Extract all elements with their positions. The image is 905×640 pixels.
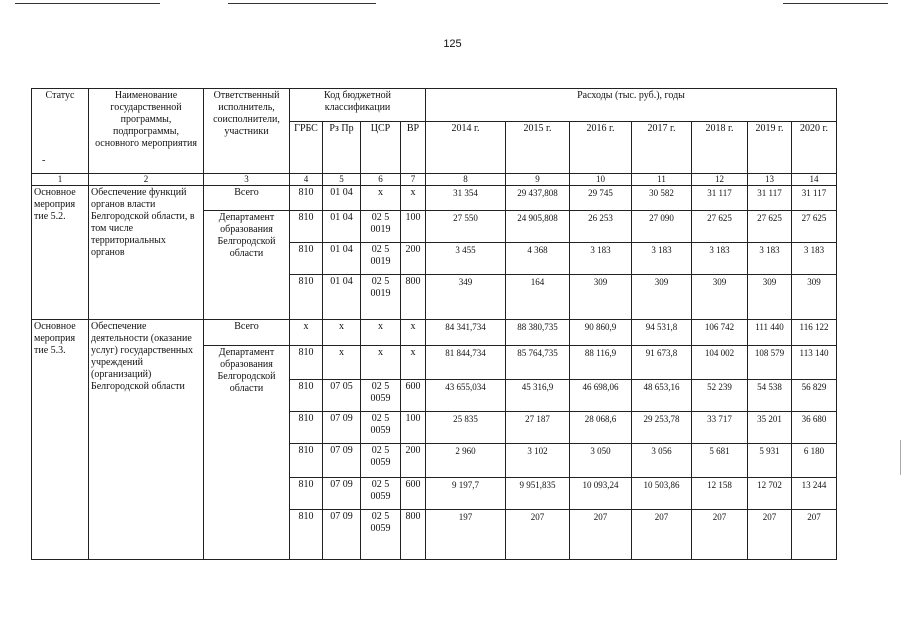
amount-cell: 90 860,9 [570,320,632,346]
amount-cell: 309 [632,275,692,320]
amount-cell: 43 655,034 [426,380,506,412]
csr-cell: 02 5 0059 [361,380,401,412]
header-grbs: ГРБС [290,122,323,174]
header-year-2015: 2015 г. [506,122,570,174]
rzpr-cell: х [323,320,361,346]
rzpr-cell: 07 09 [323,444,361,478]
amount-cell: 29 745 [570,186,632,211]
column-number: 5 [323,174,361,186]
header-dash: - [42,155,46,166]
amount-cell: 2 960 [426,444,506,478]
rzpr-cell: 01 04 [323,186,361,211]
csr-cell: 02 5 0019 [361,211,401,243]
amount-cell: 27 625 [692,211,748,243]
scan-line-1 [15,3,160,4]
grbs-cell: 810 [290,478,323,510]
amount-cell: 3 183 [792,243,837,275]
amount-cell: 111 440 [748,320,792,346]
amount-cell: 207 [748,510,792,560]
amount-cell: 108 579 [748,346,792,380]
rzpr-cell: 01 04 [323,275,361,320]
rzpr-cell: х [323,346,361,380]
rzpr-cell: 01 04 [323,243,361,275]
vr-cell: 100 [401,211,426,243]
scan-line-3 [783,3,888,4]
column-number: 3 [204,174,290,186]
amount-cell: 46 698,06 [570,380,632,412]
rzpr-cell: 07 09 [323,478,361,510]
grbs-cell: 810 [290,510,323,560]
grbs-cell: 810 [290,346,323,380]
amount-cell: 309 [570,275,632,320]
vr-cell: 600 [401,478,426,510]
header-vr: ВР [401,122,426,174]
csr-cell: 02 5 0059 [361,510,401,560]
amount-cell: 54 538 [748,380,792,412]
column-number: 12 [692,174,748,186]
vr-cell: х [401,346,426,380]
vr-cell: 800 [401,275,426,320]
grbs-cell: 810 [290,444,323,478]
header-year-2020: 2020 г. [792,122,837,174]
amount-cell: 35 201 [748,412,792,444]
column-number: 1 [32,174,89,186]
amount-cell: 27 187 [506,412,570,444]
amount-cell: 207 [692,510,748,560]
amount-cell: 3 056 [632,444,692,478]
executor-dept-cell: Департамент образования Белгородской области [204,346,290,560]
amount-cell: 81 844,734 [426,346,506,380]
scan-edge-mark [900,440,901,475]
program-name-cell: Обеспечение деятельности (оказание услуг) государственных учреждений (организаций) Белгородской области [89,320,204,560]
amount-cell: 26 253 [570,211,632,243]
status-cell: Основное мероприя тие 5.2. [32,186,89,320]
column-number: 10 [570,174,632,186]
amount-cell: 56 829 [792,380,837,412]
amount-cell: 207 [792,510,837,560]
amount-cell: 94 531,8 [632,320,692,346]
vr-cell: х [401,320,426,346]
rzpr-cell: 07 09 [323,510,361,560]
amount-cell: 85 764,735 [506,346,570,380]
header-name: Наименование государственной программы, подпрограммы, основного мероприятия [89,89,204,174]
amount-cell: 9 197,7 [426,478,506,510]
amount-cell: 31 117 [748,186,792,211]
amount-cell: 36 680 [792,412,837,444]
amount-cell: 116 122 [792,320,837,346]
csr-cell: 02 5 0059 [361,444,401,478]
column-number-row [32,174,837,186]
budget-table [31,88,837,560]
header-row-1 [32,89,837,122]
amount-cell: 48 653,16 [632,380,692,412]
amount-cell: 27 625 [792,211,837,243]
header-year-2016: 2016 г. [570,122,632,174]
amount-cell: 12 158 [692,478,748,510]
vr-cell: х [401,186,426,211]
amount-cell: 164 [506,275,570,320]
amount-cell: 10 503,86 [632,478,692,510]
header-year-2018: 2018 г. [692,122,748,174]
vr-cell: 200 [401,243,426,275]
amount-cell: 207 [570,510,632,560]
amount-cell: 3 183 [748,243,792,275]
grbs-cell: 810 [290,211,323,243]
csr-cell: 02 5 0019 [361,275,401,320]
amount-cell: 24 905,808 [506,211,570,243]
rzpr-cell: 07 09 [323,412,361,444]
amount-cell: 45 316,9 [506,380,570,412]
amount-cell: 88 116,9 [570,346,632,380]
grbs-cell: 810 [290,412,323,444]
csr-cell: х [361,320,401,346]
csr-cell: 02 5 0059 [361,412,401,444]
amount-cell: 3 183 [692,243,748,275]
amount-cell: 3 102 [506,444,570,478]
amount-cell: 5 931 [748,444,792,478]
program-name-cell: Обеспечение функций органов власти Белгородской области, в том числе территориальных органов [89,186,204,320]
amount-cell: 52 239 [692,380,748,412]
header-year-2014: 2014 г. [426,122,506,174]
rzpr-cell: 07 05 [323,380,361,412]
amount-cell: 6 180 [792,444,837,478]
amount-cell: 27 625 [748,211,792,243]
amount-cell: 84 341,734 [426,320,506,346]
amount-cell: 30 582 [632,186,692,211]
amount-cell: 349 [426,275,506,320]
amount-cell: 13 244 [792,478,837,510]
amount-cell: 31 117 [792,186,837,211]
amount-cell: 27 090 [632,211,692,243]
column-number: 6 [361,174,401,186]
amount-cell: 12 702 [748,478,792,510]
grbs-cell: х [290,320,323,346]
amount-cell: 91 673,8 [632,346,692,380]
header-year-2019: 2019 г. [748,122,792,174]
executor-total-cell: Всего [204,320,290,346]
amount-cell: 29 437,808 [506,186,570,211]
amount-cell: 309 [792,275,837,320]
amount-cell: 31 117 [692,186,748,211]
grbs-cell: 810 [290,243,323,275]
amount-cell: 3 455 [426,243,506,275]
csr-cell: 02 5 0019 [361,243,401,275]
header-rzpr: Рз Пр [323,122,361,174]
amount-cell: 5 681 [692,444,748,478]
vr-cell: 800 [401,510,426,560]
grbs-cell: 810 [290,275,323,320]
amount-cell: 29 253,78 [632,412,692,444]
amount-cell: 28 068,6 [570,412,632,444]
amount-cell: 3 050 [570,444,632,478]
status-cell: Основное мероприя тие 5.3. [32,320,89,560]
executor-dept-cell: Департамент образования Белгородской области [204,211,290,320]
executor-total-cell: Всего [204,186,290,211]
amount-cell: 309 [748,275,792,320]
amount-cell: 88 380,735 [506,320,570,346]
amount-cell: 10 093,24 [570,478,632,510]
amount-cell: 207 [632,510,692,560]
amount-cell: 113 140 [792,346,837,380]
amount-cell: 3 183 [570,243,632,275]
column-number: 14 [792,174,837,186]
csr-cell: х [361,346,401,380]
amount-cell: 104 002 [692,346,748,380]
column-number: 11 [632,174,692,186]
column-number: 9 [506,174,570,186]
scan-line-2 [228,3,376,4]
column-number: 7 [401,174,426,186]
grbs-cell: 810 [290,380,323,412]
header-csr: ЦСР [361,122,401,174]
column-number: 8 [426,174,506,186]
page-number: 125 [443,38,462,50]
table-row [32,320,837,346]
csr-cell: х [361,186,401,211]
header-status: Статус - [32,89,89,174]
vr-cell: 200 [401,444,426,478]
amount-cell: 197 [426,510,506,560]
amount-cell: 27 550 [426,211,506,243]
amount-cell: 207 [506,510,570,560]
amount-cell: 309 [692,275,748,320]
header-budget-code: Код бюджетной классификации [290,89,426,122]
amount-cell: 106 742 [692,320,748,346]
grbs-cell: 810 [290,186,323,211]
table-row [32,186,837,211]
vr-cell: 100 [401,412,426,444]
amount-cell: 4 368 [506,243,570,275]
header-year-2017: 2017 г. [632,122,692,174]
column-number: 13 [748,174,792,186]
amount-cell: 3 183 [632,243,692,275]
amount-cell: 33 717 [692,412,748,444]
column-number: 2 [89,174,204,186]
amount-cell: 9 951,835 [506,478,570,510]
csr-cell: 02 5 0059 [361,478,401,510]
column-number: 4 [290,174,323,186]
amount-cell: 31 354 [426,186,506,211]
vr-cell: 600 [401,380,426,412]
rzpr-cell: 01 04 [323,211,361,243]
header-expenses: Расходы (тыс. руб.), годы [426,89,837,122]
amount-cell: 25 835 [426,412,506,444]
header-executor: Ответственный исполнитель, соисполнители, участники [204,89,290,174]
